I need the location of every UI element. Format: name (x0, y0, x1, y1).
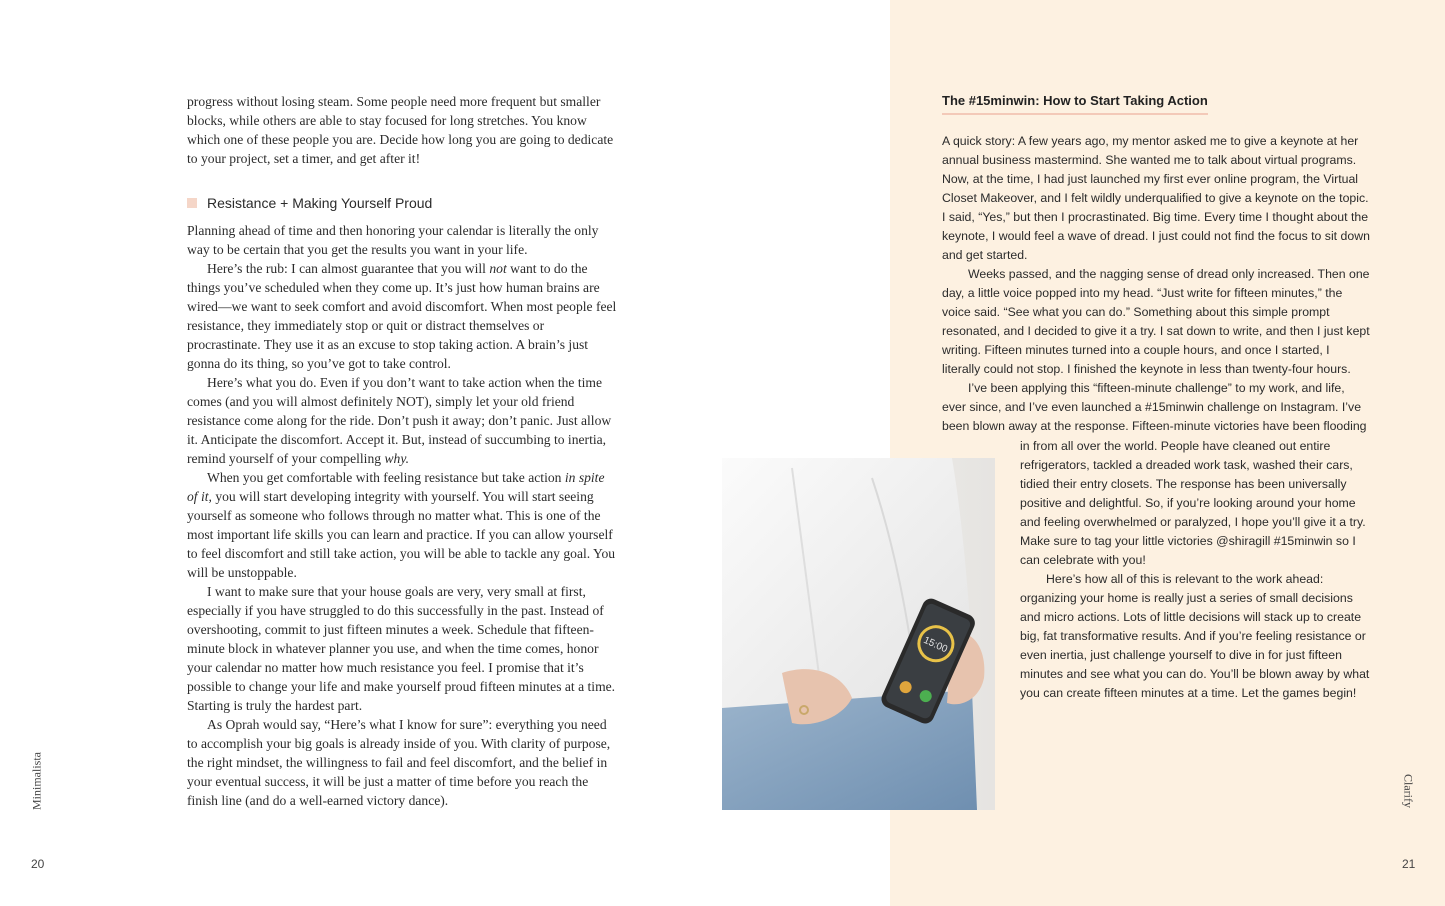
body-text (187, 221, 617, 810)
sidebar-paragraph-3-bottom: in from all over the world. People have cleaned out entire refrigerators, tackled a dreaded work task, washed their cars, tidied their entry closets. The response has been universally positive and delightful. So, if you’re looking around your home and feeling overwhelmed or paralyzed, I hope you’ll give it a try. Make sure to tag your little victories @shiragill #15minwin so I can celebrate with you! (1020, 439, 1366, 567)
timer-readout: 15:00 (921, 634, 949, 656)
paragraph-1: Planning ahead of time and then honoring your calendar is literally the only way to be certain that you get the results you want in your life. (187, 223, 599, 257)
running-head-left-text: Minimalista (29, 752, 44, 810)
square-bullet-icon (187, 198, 197, 208)
sidebar-paragraph-3-top: I’ve been applying this “fifteen-minute challenge” to my work, and life, ever since, and I’ve even launched a #15minwin challenge on Instagram. I’ve been blown away at the response. Fifteen-minute victories have been flooding (942, 381, 1367, 433)
paragraph-2 (187, 259, 617, 373)
paragraph-3-emphasis: why. (384, 451, 409, 466)
sidebar-paragraph-1: A quick story: A few years ago, my mentor asked me to give a keynote at her annual business mastermind. She wanted me to talk about virtual programs. Now, at the time, I had just launched my first ever online program, the Virtual Closet Makeover, and I felt wildly underqualified to give a keynote on the topic. I said, “Yes,” but then I procrastinated. Big time. Every time I thought about the keynote, I would feel a wave of dread. I just could not find the focus to sit down and get started. (942, 134, 1370, 262)
paragraph-3-part-a: Here’s what you do. Even if you don’t want to take action when the time comes (and you will almost definitely NOT), simply let your old friend resistance come along for the ride. Don’t push it away; don’t panic. Just allow it. Anticipate the discomfort. Accept it. But, instead of succumbing to inertia, remind yourself of your compelling (187, 375, 612, 466)
photo-woman-holding-phone-timer (722, 458, 995, 810)
sidebar-paragraph-4: Here’s how all of this is relevant to the work ahead: organizing your home is really just a series of small decisions and micro actions. Lots of little decisions will stack up to create big, fat transformative results. And if you’re feeling resistance or even inertia, just challenge yourself to dive in for just fifteen minutes and see what you can do. You’ll be blown away by what you can create fifteen minutes at a time. Let the games begin! (1020, 572, 1370, 700)
photo-illustration (722, 458, 995, 810)
paragraph-4-part-b: you will start developing integrity with yourself. You will start seeing yourself as someone who follows through no matter what. This is one of the most important life skills you can learn and practice. If you can allow yourself to feel discomfort and still take action, you will be able to tackle any goal. You will be unstoppable. (187, 489, 616, 580)
paragraph-3 (187, 373, 617, 468)
intro-text (187, 92, 617, 168)
paragraph-4 (187, 468, 617, 582)
sidebar-text-top (942, 132, 1370, 436)
intro-paragraph: progress without losing steam. Some people need more frequent but smaller blocks, while others are able to stay focused for long stretches. You know which one of these people you are. Decide how long you are going to dedicate to your project, set a timer, and get after it! (187, 94, 614, 166)
paragraph-2-part-a: Here’s the rub: I can almost guarantee that you will (207, 261, 490, 276)
paragraph-2-part-b: want to do the things you’ve scheduled when they come up. It’s just how human brains are wired—we want to seek comfort and avoid discomfort. When most people feel resistance, they immediately stop or quit or distract themselves or procrastinate. They use it as an excuse to stop taking action. A brain’s just gonna do its thing, so you’ve got to take control. (187, 261, 617, 371)
page-number-left: 20 (31, 857, 45, 871)
section-subheading (187, 193, 432, 213)
sidebar-title: The #15minwin: How to Start Taking Action (942, 93, 1208, 115)
paragraph-6: As Oprah would say, “Here’s what I know for sure”: everything you need to accomplish your big goals is already inside of you. With clarity of purpose, the right mindset, the willingness to fail and feel discomfort, and the belief in your eventual success, it will be just a matter of time before you reach the finish line (and do a well-earned victory dance). (187, 717, 611, 808)
paragraph-4-part-a: When you get comfortable with feeling resistance but take action (207, 470, 565, 485)
subheading-text: Resistance + Making Yourself Proud (207, 195, 433, 211)
page-number-right: 21 (1402, 857, 1416, 871)
paragraph-5: I want to make sure that your house goals are very, very small at first, especially if you have struggled to do this successfully in the past. Instead of overshooting, commit to just fifteen minutes a week. Schedule that fifteen-minute block in whatever planner you use, and when the time comes, honor your calendar no matter how much resistance you feel. I promise that it’s possible to change your life and make yourself proud fifteen minutes at a time. Starting is truly the hardest part. (187, 584, 616, 713)
paragraph-4-emphasis: in spite of it, (187, 470, 605, 504)
running-head-right-text: Clarify (1401, 774, 1416, 808)
running-head-right (1401, 770, 1415, 812)
paragraph-2-emphasis: not (489, 261, 507, 276)
sidebar-text-bottom (1020, 437, 1370, 703)
sidebar-paragraph-2: Weeks passed, and the nagging sense of dread only increased. Then one day, a little voice popped into my head. “Just write for fifteen minutes,” the voice said. “See what you can do.” Something about this simple prompt resonated, and I decided to give it a try. I sat down to write, and then I just kept writing. Fifteen minutes turned into a couple hours, and once I started, I literally could not stop. I finished the keynote in less than twenty-four hours. (942, 267, 1370, 376)
jeans (722, 690, 977, 810)
running-head-left (30, 750, 44, 812)
